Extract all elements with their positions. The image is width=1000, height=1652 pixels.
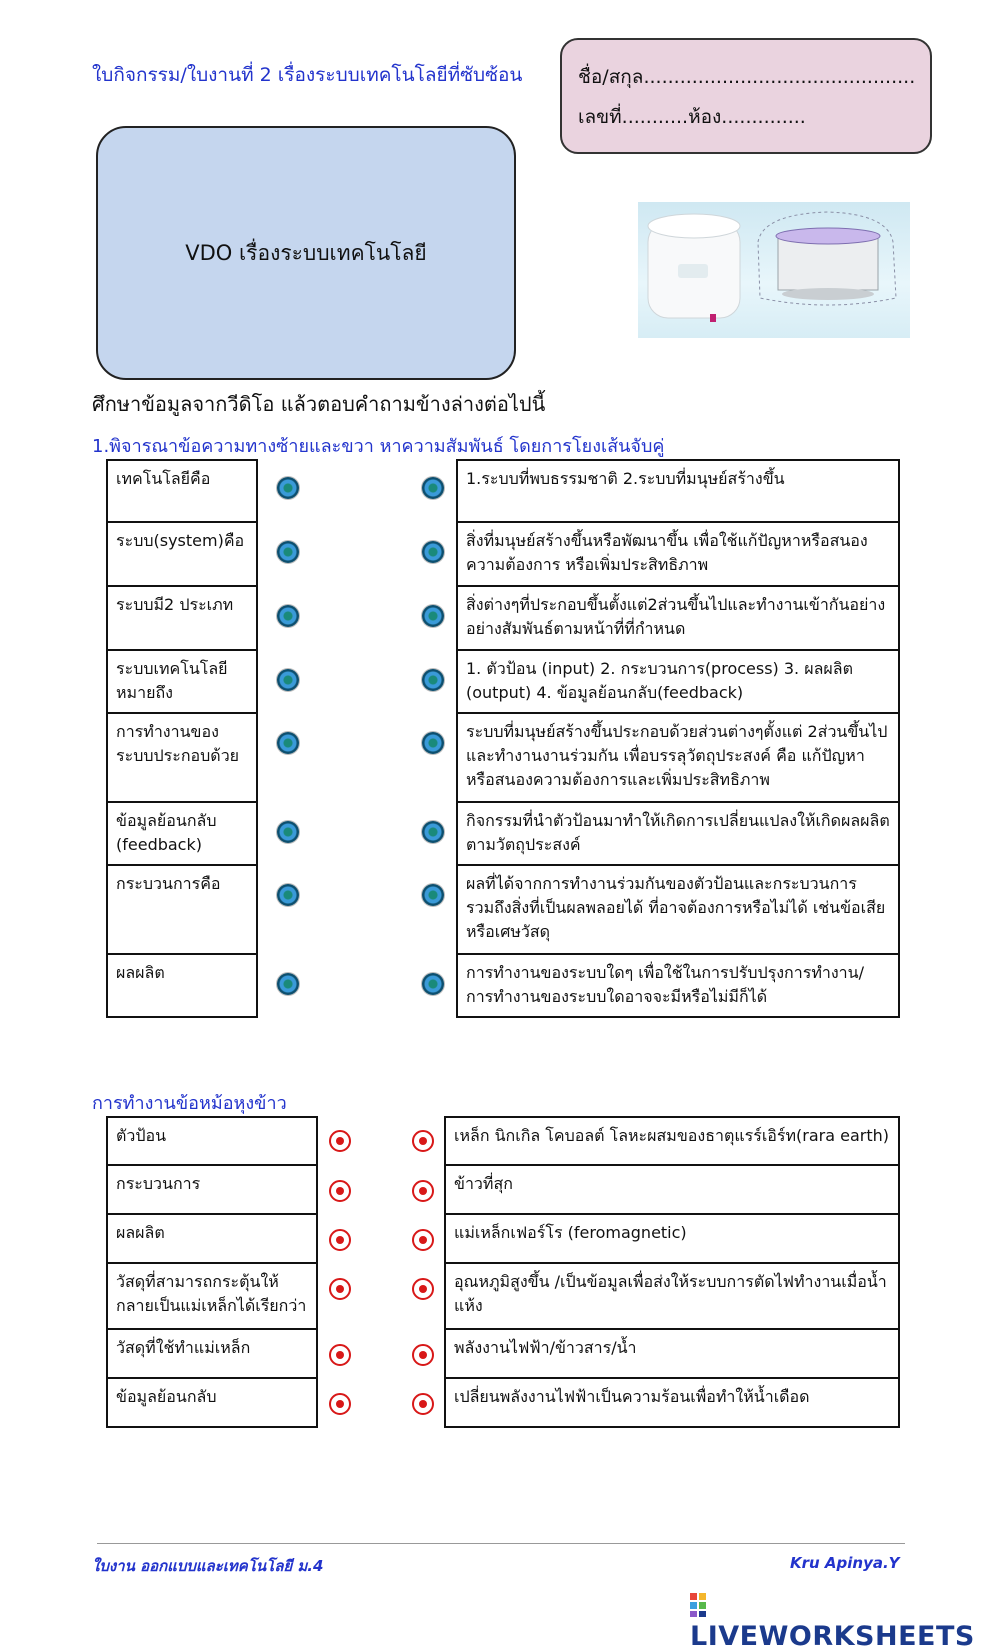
left-item: กระบวนการ	[106, 1166, 318, 1215]
left-item: วัสดุที่ใช้ทำแม่เหล็ก	[106, 1330, 318, 1379]
footer-course: ใบงาน ออกแบบและเทคโนโลยี ม.4	[92, 1557, 324, 1575]
match-dot-left[interactable]	[329, 1344, 351, 1366]
right-item: แม่เหล็กเฟอร์โร (feromagnetic)	[444, 1215, 900, 1264]
match-dot-right[interactable]	[422, 732, 444, 754]
match-dot-left[interactable]	[277, 973, 299, 995]
instruction-text: ศึกษาข้อมูลจากวีดิโอ แล้วตอบคำถามข้างล่างต่อไปนี้	[92, 392, 546, 416]
match-dot-left[interactable]	[277, 821, 299, 843]
liveworksheets-icon	[690, 1593, 716, 1617]
section1-title: 1.พิจารณาข้อความทางซ้ายและขวา หาความสัมพันธ์ โดยการโยงเส้นจับคู่	[92, 436, 665, 457]
match-dot-left[interactable]	[277, 884, 299, 906]
right-item: เปลี่ยนพลังงานไฟฟ้าเป็นความร้อนเพื่อทำให้น้ำเดือด	[444, 1379, 900, 1428]
left-item: การทำงานของระบบประกอบด้วย	[106, 714, 258, 803]
match-dot-left[interactable]	[277, 477, 299, 499]
match-dot-right[interactable]	[412, 1393, 434, 1415]
match-dot-right[interactable]	[422, 884, 444, 906]
match-dot-right[interactable]	[422, 605, 444, 627]
match-dot-left[interactable]	[329, 1180, 351, 1202]
footer-divider	[97, 1543, 905, 1544]
match-dot-right[interactable]	[412, 1130, 434, 1152]
right-item: 1.ระบบที่พบธรรมชาติ 2.ระบบที่มนุษย์สร้างขึ้น	[456, 459, 900, 523]
footer-author: Kru Apinya.Y	[790, 1554, 900, 1572]
rice-cooker-image	[638, 202, 910, 338]
left-item: กระบวนการคือ	[106, 866, 258, 955]
match-dot-right[interactable]	[412, 1229, 434, 1251]
right-item: ข้าวที่สุก	[444, 1166, 900, 1215]
match-dot-left[interactable]	[329, 1278, 351, 1300]
left-item: ระบบเทคโนโลยีหมายถึง	[106, 651, 258, 714]
match-dot-right[interactable]	[412, 1180, 434, 1202]
right-item: พลังงานไฟฟ้า/ข้าวสาร/น้ำ	[444, 1330, 900, 1379]
right-item: การทำงานของระบบใดๆ เพื่อใช้ในการปรับปรุงการทำงาน/การทำงานของระบบใดอาจจะมีหรือไม่มีก็ได้	[456, 955, 900, 1018]
left-item: ข้อมูลย้อนกลับ (feedback)	[106, 803, 258, 866]
left-item: ข้อมูลย้อนกลับ	[106, 1379, 318, 1428]
right-item: สิ่งต่างๆที่ประกอบขึ้นตั้งแต่2ส่วนขึ้นไปและทำงานเข้ากันอย่างอย่างสัมพันธ์ตามหน้าที่ที่กำหนด	[456, 587, 900, 651]
match-dot-right[interactable]	[422, 821, 444, 843]
brand-text: LIVEWORKSHEETS	[690, 1621, 975, 1652]
match-dot-right[interactable]	[412, 1344, 434, 1366]
video-label: VDO เรื่องระบบเทคโนโลยี	[185, 240, 427, 265]
right-item: กิจกรรมที่นำตัวป้อนมาทำให้เกิดการเปลี่ยนแปลงให้เกิดผลผลิตตามวัตถุประสงค์	[456, 803, 900, 866]
match-dot-left[interactable]	[277, 669, 299, 691]
left-item: เทคโนโลยีคือ	[106, 459, 258, 523]
number-room-field[interactable]: เลขที่...........ห้อง..............	[578, 106, 806, 128]
left-item: วัสดุที่สามารถกระตุ้นให้กลายเป็นแม่เหล็กได้เรียกว่า	[106, 1264, 318, 1330]
section2-title: การทำงานข้อหม้อหุงข้าว	[92, 1093, 287, 1114]
match-dot-right[interactable]	[412, 1278, 434, 1300]
right-item: สิ่งที่มนุษย์สร้างขึ้นหรือพัฒนาขึ้น เพื่อใช้แก้ปัญหาหรือสนองความต้องการ หรือเพิ่มประสิทธิภาพ	[456, 523, 900, 587]
name-box	[560, 38, 932, 154]
match-dot-right[interactable]	[422, 477, 444, 499]
left-item: ผลผลิต	[106, 955, 258, 1018]
match-dot-left[interactable]	[277, 541, 299, 563]
video-placeholder[interactable]	[96, 126, 516, 380]
right-item: อุณหภูมิสูงขึ้น /เป็นข้อมูลเพื่อส่งให้ระบบการตัดไฟทำงานเมื่อน้ำแห้ง	[444, 1264, 900, 1330]
left-item: ระบบ(system)คือ	[106, 523, 258, 587]
left-item: ตัวป้อน	[106, 1116, 318, 1166]
match-dot-right[interactable]	[422, 973, 444, 995]
name-field[interactable]: ชื่อ/สกุล.............................................	[578, 66, 916, 88]
match-dot-left[interactable]	[329, 1393, 351, 1415]
left-item: ระบบมี2 ประเภท	[106, 587, 258, 651]
left-item: ผลผลิต	[106, 1215, 318, 1264]
match-dot-right[interactable]	[422, 669, 444, 691]
right-item: 1. ตัวป้อน (input) 2. กระบวนการ(process) 3. ผลผลิต (output) 4. ข้อมูลย้อนกลับ(feedback)	[456, 651, 900, 714]
match-dot-left[interactable]	[277, 605, 299, 627]
match-dot-left[interactable]	[329, 1229, 351, 1251]
right-item: ผลที่ได้จากการทำงานร่วมกันของตัวป้อนและกระบวนการ รวมถึงสิ่งที่เป็นผลพลอยได้ ที่อาจต้องการหรือไม่ได้ เช่นข้อเสีย หรือเศษวัสดุ	[456, 866, 900, 955]
right-item: เหล็ก นิกเกิล โคบอลต์ โลหะผสมของธาตุแรร์เอิร์ท(rara earth)	[444, 1116, 900, 1166]
match-dot-right[interactable]	[422, 541, 444, 563]
match-dot-left[interactable]	[329, 1130, 351, 1152]
right-item: ระบบที่มนุษย์สร้างขึ้นประกอบด้วยส่วนต่างๆตั้งแต่ 2ส่วนขึ้นไปและทำงานงานร่วมกัน เพื่อบรรลุวัตถุประสงค์ คือ แก้ปัญหา หรือสนองความต้องการและเพิ่มประสิทธิภาพ	[456, 714, 900, 803]
match-dot-left[interactable]	[277, 732, 299, 754]
worksheet-title: ใบกิจกรรม/ใบงานที่ 2 เรื่องระบบเทคโนโลยีที่ซับซ้อน	[92, 64, 523, 86]
